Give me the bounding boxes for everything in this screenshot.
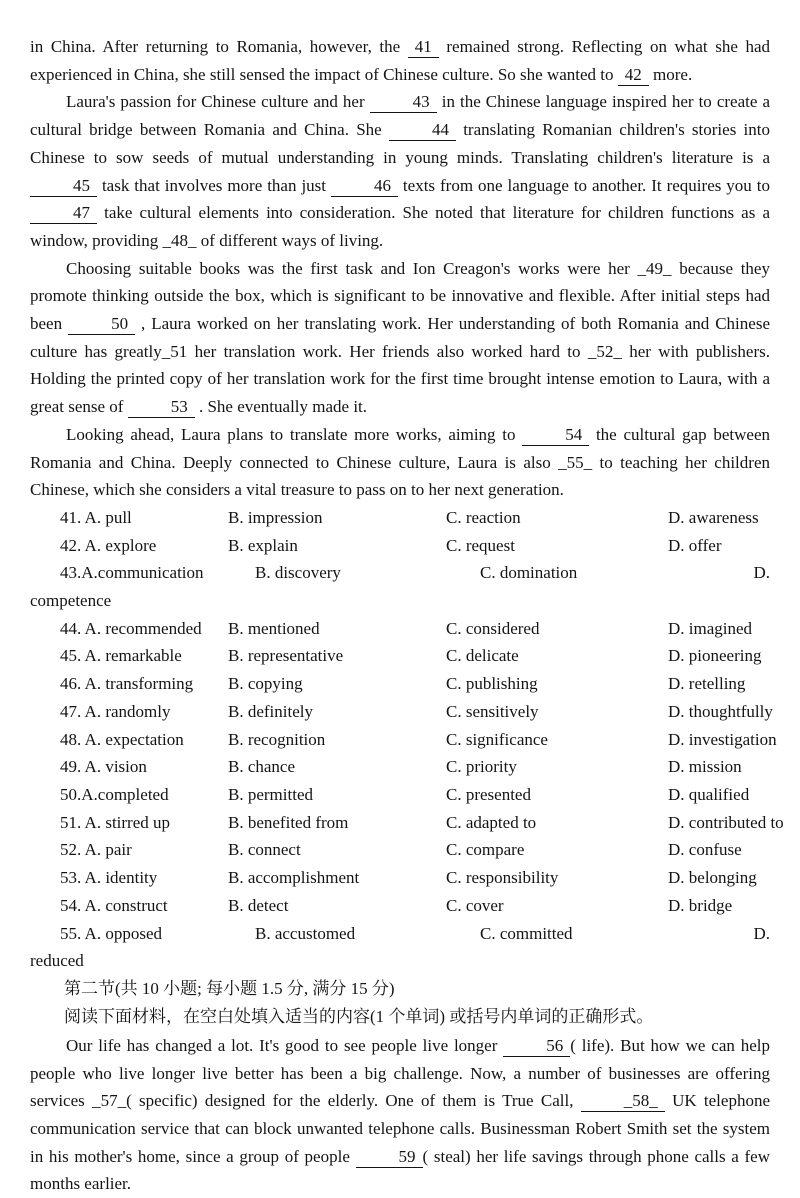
question-row-46 bbox=[60, 670, 770, 698]
question-row-54 bbox=[60, 892, 770, 920]
question-row-47 bbox=[60, 698, 773, 726]
question-50-option-d: D. qualified bbox=[668, 784, 750, 804]
question-52-option-b: B. connect bbox=[228, 840, 301, 860]
cloze-blank-46: 46 bbox=[331, 175, 398, 197]
question-46-option-d: D. retelling bbox=[668, 674, 746, 694]
gapfill-paragraph-1: Our life has changed a lot. It's good to see people live longer 56 ( life). But how we can help people who live longer live better has been a big challenge. Now, a number of businesses are offering services _57_( specific) designed for the elderly. One of them is True Call, _58_ UK telephone communication service that can block unwanted telephone calls. Businessman Robert Smith set the system in his mother's home, since a group of people 59 ( steal) her life savings through phone calls a few months earlier. bbox=[30, 1035, 770, 1194]
question-46-option-c: C. publishing bbox=[446, 674, 538, 694]
cloze-blank-41: 41 bbox=[408, 36, 439, 58]
cloze-blank-51: _51 bbox=[161, 341, 188, 361]
question-48-option-c: C. significance bbox=[446, 729, 548, 749]
question-43-option-b: B. discovery bbox=[255, 563, 341, 583]
question-55-option-a: 55. A. opposed bbox=[60, 923, 162, 943]
question-53-option-d: D. belonging bbox=[668, 868, 757, 888]
cloze-blank-55: _55_ bbox=[558, 452, 593, 472]
question-row-45 bbox=[60, 642, 770, 670]
section2-instruction: 阅读下面材料，在空白处填入适当的内容(1 个单词) 或括号内单词的正确形式。 bbox=[64, 1007, 654, 1027]
question-row-52 bbox=[60, 836, 770, 864]
question-47-option-d: D. thoughtfully bbox=[668, 701, 773, 721]
question-47-option-a: 47. A. randomly bbox=[60, 701, 171, 721]
question-row-49 bbox=[60, 753, 770, 781]
cloze-blank-44: 44 bbox=[389, 119, 456, 141]
question-44-option-c: C. considered bbox=[446, 618, 540, 638]
question-51-option-c: C. adapted to bbox=[446, 812, 537, 832]
question-45-option-d: D. pioneering bbox=[668, 646, 762, 666]
question-43-option-d: D. bbox=[753, 563, 770, 583]
question-42-option-d: D. offer bbox=[668, 535, 722, 555]
section2-heading: 第二节(共 10 小题; 每小题 1.5 分, 满分 15 分) bbox=[64, 978, 395, 998]
question-42-option-b: B. explain bbox=[228, 535, 298, 555]
question-43-option-d-continuation: competence bbox=[30, 591, 112, 611]
question-43-option-a: 43.A.communication bbox=[60, 563, 204, 583]
cloze-blank-45: 45 bbox=[30, 175, 97, 197]
cloze-blank-52: _52_ bbox=[587, 341, 622, 361]
question-45-option-b: B. representative bbox=[228, 646, 344, 666]
question-55-option-d-continuation: reduced bbox=[30, 951, 84, 971]
question-53-option-c: C. responsibility bbox=[446, 868, 559, 888]
question-52-option-c: C. compare bbox=[446, 840, 525, 860]
question-55-option-c: C. committed bbox=[480, 923, 573, 943]
question-51-option-b: B. benefited from bbox=[228, 812, 349, 832]
question-row-43 bbox=[60, 559, 770, 587]
question-row-44 bbox=[60, 615, 770, 643]
question-41-option-d: D. awareness bbox=[668, 507, 759, 527]
question-48-option-b: B. recognition bbox=[228, 729, 326, 749]
cloze-blank-50: 50 bbox=[68, 313, 135, 335]
question-48-option-d: D. investigation bbox=[668, 729, 777, 749]
question-53-option-a: 53. A. identity bbox=[60, 868, 158, 888]
question-49-option-b: B. chance bbox=[228, 757, 296, 777]
question-row-53 bbox=[60, 864, 770, 892]
cloze-blank-43: 43 bbox=[370, 91, 437, 113]
question-48-option-a: 48. A. expectation bbox=[60, 729, 184, 749]
question-row-42 bbox=[60, 532, 770, 560]
question-55-option-b: B. accustomed bbox=[255, 923, 356, 943]
cloze-blank-56: 56 bbox=[503, 1035, 570, 1057]
cloze-blank-58: _58_ bbox=[581, 1090, 665, 1112]
question-row-41 bbox=[60, 504, 770, 532]
question-55-option-d: D. bbox=[753, 923, 770, 943]
question-54-option-d: D. bridge bbox=[668, 895, 733, 915]
question-52-option-d: D. confuse bbox=[668, 840, 742, 860]
cloze-blank-47: 47 bbox=[30, 202, 97, 224]
question-51-option-a: 51. A. stirred up bbox=[60, 812, 171, 832]
question-44-option-b: B. mentioned bbox=[228, 618, 320, 638]
question-44-option-a: 44. A. recommended bbox=[60, 618, 202, 638]
question-41-option-b: B. impression bbox=[228, 507, 323, 527]
question-42-option-c: C. request bbox=[446, 535, 515, 555]
question-row-48 bbox=[60, 726, 777, 754]
cloze-paragraph-3: Choosing suitable books was the first task and Ion Creagon's works were her _49_ because they promote thinking outside the box, which is significant to be innovative and flexible. After initial steps had been 50 , Laura worked on her translating work. Her understanding of both Romania and Chinese culture has greatly_51 her translation work. Her friends also worked hard to _52_ her with publishers. Holding the printed copy of her translation work for the first time brought intense emotion to Laura, with a great sense of 53 . She eventually made it. bbox=[30, 258, 770, 417]
question-44-option-d: D. imagined bbox=[668, 618, 753, 638]
question-54-option-b: B. detect bbox=[228, 895, 289, 915]
question-41-option-a: 41. A. pull bbox=[60, 507, 132, 527]
cloze-blank-42: 42 bbox=[618, 64, 649, 86]
cloze-paragraph-4: Looking ahead, Laura plans to translate more works, aiming to 54 the cultural gap between Romania and China. Deeply connected to Chinese culture, Laura is also _55_ to teaching her children Chinese, which she considers a vital treasure to pass on to her next generation. bbox=[30, 424, 770, 500]
question-51-option-d: D. contributed to bbox=[668, 812, 784, 832]
question-53-option-b: B. accomplishment bbox=[228, 868, 360, 888]
question-49-option-c: C. priority bbox=[446, 757, 517, 777]
question-45-option-c: C. delicate bbox=[446, 646, 519, 666]
cloze-blank-49: _49_ bbox=[637, 258, 672, 278]
question-row-51 bbox=[60, 809, 784, 837]
question-49-option-a: 49. A. vision bbox=[60, 757, 147, 777]
question-54-option-a: 54. A. construct bbox=[60, 895, 168, 915]
question-42-option-a: 42. A. explore bbox=[60, 535, 157, 555]
question-50-option-a: 50.A.completed bbox=[60, 784, 169, 804]
question-54-option-c: C. cover bbox=[446, 895, 504, 915]
cloze-blank-48: _48_ bbox=[162, 230, 197, 250]
question-46-option-b: B. copying bbox=[228, 674, 303, 694]
question-49-option-d: D. mission bbox=[668, 757, 742, 777]
question-52-option-a: 52. A. pair bbox=[60, 840, 132, 860]
question-43-option-c: C. domination bbox=[480, 563, 578, 583]
question-50-option-b: B. permitted bbox=[228, 784, 313, 804]
cloze-blank-57: _57_ bbox=[92, 1091, 127, 1111]
question-47-option-c: C. sensitively bbox=[446, 701, 539, 721]
question-row-50 bbox=[60, 781, 770, 809]
question-50-option-c: C. presented bbox=[446, 784, 531, 804]
cloze-options-list bbox=[30, 504, 784, 975]
cloze-paragraph-1: in China. After returning to Romania, however, the 41 remained strong. Reflecting on what she had experienced in China, she still sensed the impact of Chinese culture. So she wanted to 42 more. bbox=[30, 37, 770, 84]
cloze-blank-53: 53 bbox=[128, 396, 195, 418]
question-47-option-b: B. definitely bbox=[228, 701, 313, 721]
question-row-55 bbox=[60, 920, 770, 948]
cloze-blank-59: 59 bbox=[356, 1146, 423, 1168]
cloze-paragraph-2: Laura's passion for Chinese culture and her 43 in the Chinese language inspired her to create a cultural bridge between Romania and China. She 44 translating Romanian children's stories into Chinese to sow seeds of mutual understanding in young minds. Translating children's literature is a 45 task that involves more than just 46 texts from one language to another. It requires you to 47 take cultural elements into consideration. She noted that literature for children functions as a window, providing _48_ of different ways of living. bbox=[30, 92, 770, 250]
question-46-option-a: 46. A. transforming bbox=[60, 674, 194, 694]
cloze-blank-54: 54 bbox=[522, 424, 589, 446]
question-45-option-a: 45. A. remarkable bbox=[60, 646, 182, 666]
question-41-option-c: C. reaction bbox=[446, 507, 521, 527]
